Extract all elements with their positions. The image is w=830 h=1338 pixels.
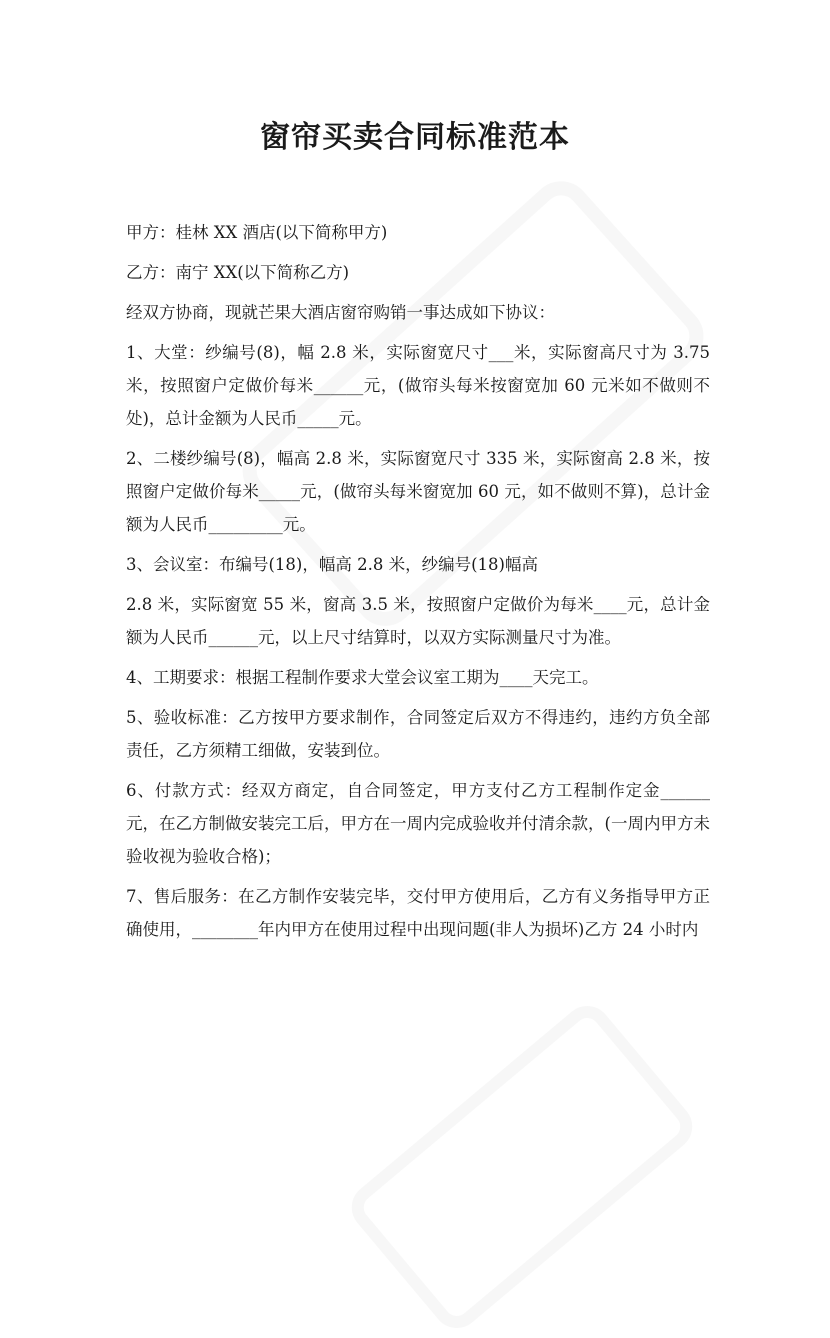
paragraph-party-b: 乙方：南宁 XX(以下简称乙方) — [126, 263, 350, 282]
paragraph-clause-4: 4、工期要求：根据工程制作要求大堂会议室工期为____天完工。 — [126, 668, 599, 687]
document-title: 窗帘买卖合同标准范本 — [260, 120, 570, 155]
paragraph-clause-6: 6、付款方式：经双方商定，自合同签定，甲方支付乙方工程制作定金______元，在乙方制做安装完工后，甲方在一周内完成验收并付清余款，(一周内甲方未验收视为验收合格)； — [126, 781, 710, 866]
document-body — [126, 216, 710, 953]
paragraph-clause-2: 2、二楼纱编号(8)，幅高 2.8 米，实际窗宽尺寸 335 米，实际窗高 2.8 米，按照窗户定做价每米_____元，(做帘头每米窗宽加 60 元，如不做则不算)，总计金额为人民币_________元。 — [126, 449, 710, 534]
paragraph-clause-3: 3、会议室：布编号(18)，幅高 2.8 米，纱编号(18)幅高 — [126, 555, 538, 574]
paragraph-clause-1: 1、大堂：纱编号(8)，幅 2.8 米，实际窗宽尺寸___米，实际窗高尺寸为 3.75 米，按照窗户定做价每米______元，(做帘头每米按窗宽加 60 元米如不做则不处)，总计金额为人民币_____元。 — [126, 343, 710, 428]
paragraph-clause-5: 5、验收标准：乙方按甲方要求制作，合同签定后双方不得违约，违约方负全部责任，乙方须精工细做，安装到位。 — [126, 708, 710, 760]
watermark-frame-bottom — [342, 996, 702, 1338]
paragraph-party-a: 甲方：桂林 XX 酒店(以下简称甲方) — [126, 223, 388, 242]
paragraph-preamble: 经双方协商，现就芒果大酒店窗帘购销一事达成如下协议： — [126, 303, 555, 322]
paragraph-clause-7: 7、售后服务：在乙方制作安装完毕，交付甲方使用后，乙方有义务指导甲方正确使用，________年内甲方在使用过程中出现问题(非人为损坏)乙方 24 小时内 — [126, 887, 710, 939]
paragraph-clause-3-cont: 2.8 米，实际窗宽 55 米，窗高 3.5 米，按照窗户定做价为每米____元，总计金额为人民币______元，以上尺寸结算时，以双方实际测量尺寸为准。 — [126, 595, 710, 647]
